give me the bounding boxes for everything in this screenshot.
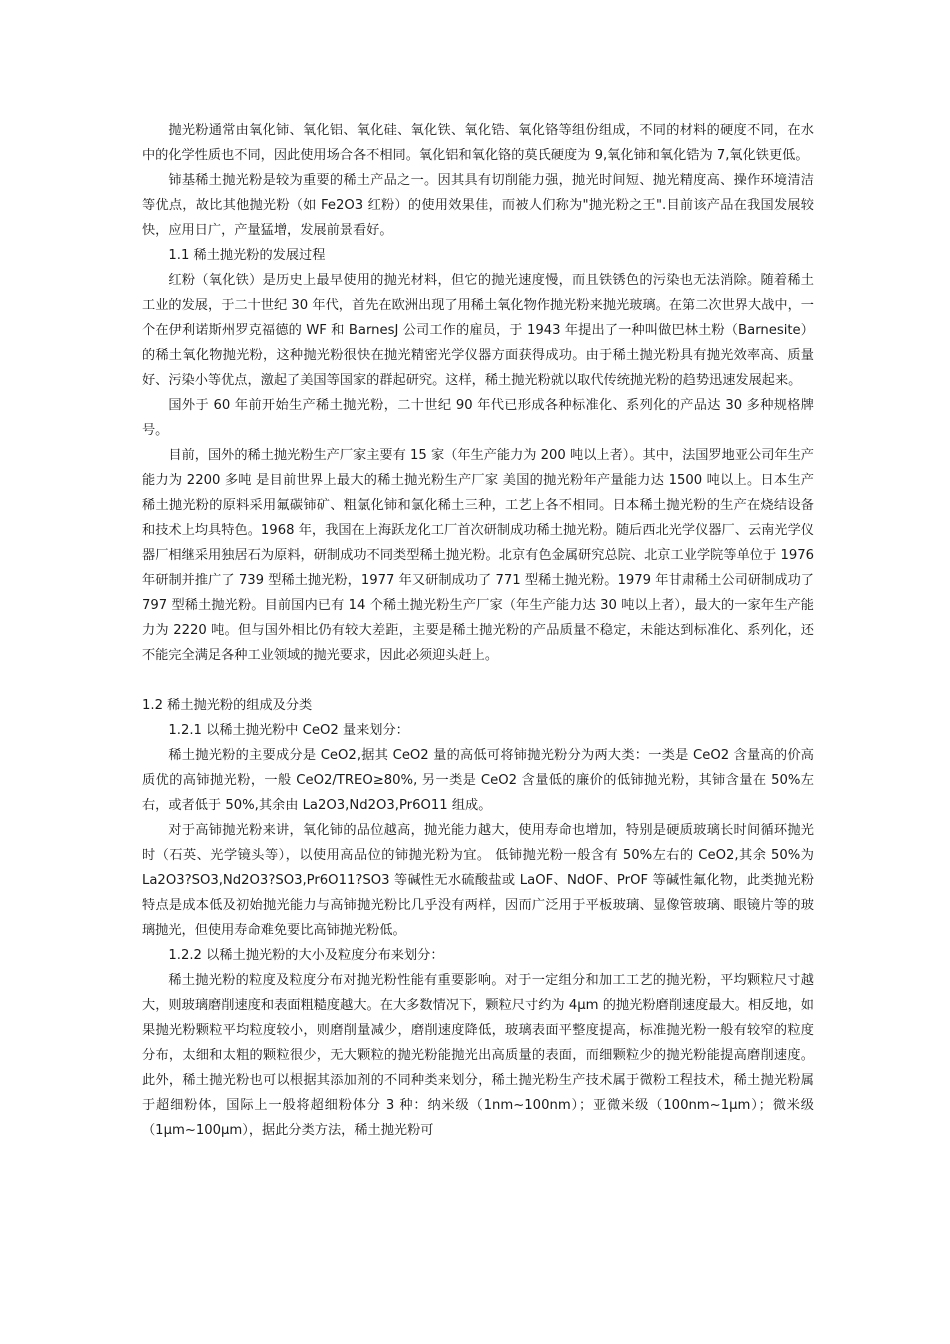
document-page <box>142 118 814 1143</box>
paragraph-history: 红粉（氧化铁）是历史上最早使用的抛光材料，但它的抛光速度慢，而且铁锈色的污染也无法消除。随着稀土工业的发展，于二十世纪 30 年代，首先在欧洲出现了用稀土氧化物作抛光粉来抛光玻璃。在第二次世界大战中，一个在伊利诺斯州罗克福德的 WF 和 BarnesJ 公司工作的雇员，于 1943 年提出了一种叫做巴林土粉（Barnesite）的稀土氧化物抛光粉，这种抛光粉很快在抛光精密光学仪器方面获得成功。由于稀土抛光粉具有抛光效率高、质量好、污染小等优点，激起了美国等国家的群起研究。这样，稀土抛光粉就以取代传统抛光粉的趋势迅速发展起来。 <box>142 273 814 388</box>
paragraph-polishing-powder-composition: 抛光粉通常由氧化铈、氧化铝、氧化硅、氧化铁、氧化锆、氧化铬等组份组成，不同的材料的硬度不同，在水中的化学性质也不同，因此使用场合各不相同。氧化铝和氧化铬的莫氏硬度为 9,氧化铈和氧化锆为 7,氧化铁更低。 <box>142 123 814 163</box>
paragraph-ceo2-classification: 稀土抛光粉的主要成分是 CeO2,据其 CeO2 量的高低可将铈抛光粉分为两大类：一类是 CeO2 含量高的价高质优的高铈抛光粉，一般 CeO2/TREO≥80%, 另一类是 CeO2 含量低的廉价的低铈抛光粉，其铈含量在 50%左右，或者低于 50%,其余由 La2O3,Nd2O3,Pr6O11 组成。 <box>142 748 814 813</box>
paragraph-cerium-polishing-powder: 铈基稀土抛光粉是较为重要的稀土产品之一。因其具有切削能力强，抛光时间短、抛光精度高、操作环境清洁等优点，故比其他抛光粉（如 Fe2O3 红粉）的使用效果佳，而被人们称为"抛光粉之王".目前该产品在我国发展较快，应用日广，产量猛增，发展前景看好。 <box>142 173 814 238</box>
blank-line <box>142 668 814 693</box>
section-heading-1-2: 1.2 稀土抛光粉的组成及分类 <box>142 698 313 713</box>
section-heading-1-2-2: 1.2.2 以稀土抛光粉的大小及粒度分布来划分： <box>168 948 444 963</box>
section-heading-1-2-1: 1.2.1 以稀土抛光粉中 CeO2 量来划分： <box>168 723 409 738</box>
section-heading-1-1: 1.1 稀土抛光粉的发展过程 <box>168 248 326 263</box>
paragraph-foreign-production: 国外于 60 年前开始生产稀土抛光粉，二十世纪 90 年代已形成各种标准化、系列化的产品达 30 多种规格牌号。 <box>142 398 814 438</box>
paragraph-manufacturers: 目前，国外的稀土抛光粉生产厂家主要有 15 家（年生产能力为 200 吨以上者）。其中，法国罗地亚公司年生产能力为 2200 多吨 是目前世界上最大的稀土抛光粉生产厂家 美国的抛光粉年产量能力达 1500 吨以上。日本生产稀土抛光粉的原料采用氟碳铈矿、粗氯化铈和氯化稀土三种，工艺上各不相同。日本稀土抛光粉的生产在烧结设备和技术上均具特色。1968 年，我国在上海跃龙化工厂首次研制成功稀土抛光粉。随后西北光学仪器厂、云南光学仪器厂相继采用独居石为原料，研制成功不同类型稀土抛光粉。北京有色金属研究总院、北京工业学院等单位于 1976 年研制并推广了 739 型稀土抛光粉，1977 年又研制成功了 771 型稀土抛光粉。1979 年甘肃稀土公司研制成功了 797 型稀土抛光粉。目前国内已有 14 个稀土抛光粉生产厂家（年生产能力达 30 吨以上者），最大的一家年生产能力为 2220 吨。但与国外相比仍有较大差距，主要是稀土抛光粉的产品质量不稳定，未能达到标准化、系列化，还不能完全满足各种工业领域的抛光要求，因此必须迎头赶上。 <box>142 448 814 663</box>
paragraph-high-low-cerium: 对于高铈抛光粉来讲，氧化铈的品位越高，抛光能力越大，使用寿命也增加，特别是硬质玻璃长时间循环抛光时（石英、光学镜头等），以使用高品位的铈抛光粉为宜。 低铈抛光粉一般含有 50%左右的 CeO2,其余 50%为 La2O3?SO3,Nd2O3?SO3,Pr6O11?SO3 等碱性无水硫酸盐或 LaOF、NdOF、PrOF 等碱性氟化物，此类抛光粉特点是成本低及初始抛光能力与高铈抛光粉比几乎没有两样，因而广泛用于平板玻璃、显像管玻璃、眼镜片等的玻璃抛光，但使用寿命难免要比高铈抛光粉低。 <box>142 823 814 938</box>
paragraph-particle-size: 稀土抛光粉的粒度及粒度分布对抛光粉性能有重要影响。对于一定组分和加工工艺的抛光粉，平均颗粒尺寸越大，则玻璃磨削速度和表面粗糙度越大。在大多数情况下，颗粒尺寸约为 4μm 的抛光粉磨削速度最大。相反地，如果抛光粉颗粒平均粒度较小，则磨削量减少，磨削速度降低，玻璃表面平整度提高，标准抛光粉一般有较窄的粒度分布，太细和太粗的颗粒很少，无大颗粒的抛光粉能抛光出高质量的表面，而细颗粒少的抛光粉能提高磨削速度。此外，稀土抛光粉也可以根据其添加剂的不同种类来划分，稀土抛光粉生产技术属于微粉工程技术，稀土抛光粉属于超细粉体，国际上一般将超细粉体分 3 种：纳米级（1nm~100nm）；亚微米级（100nm~1μm）；微米级（1μm~100μm），据此分类方法，稀土抛光粉可 <box>142 973 814 1138</box>
